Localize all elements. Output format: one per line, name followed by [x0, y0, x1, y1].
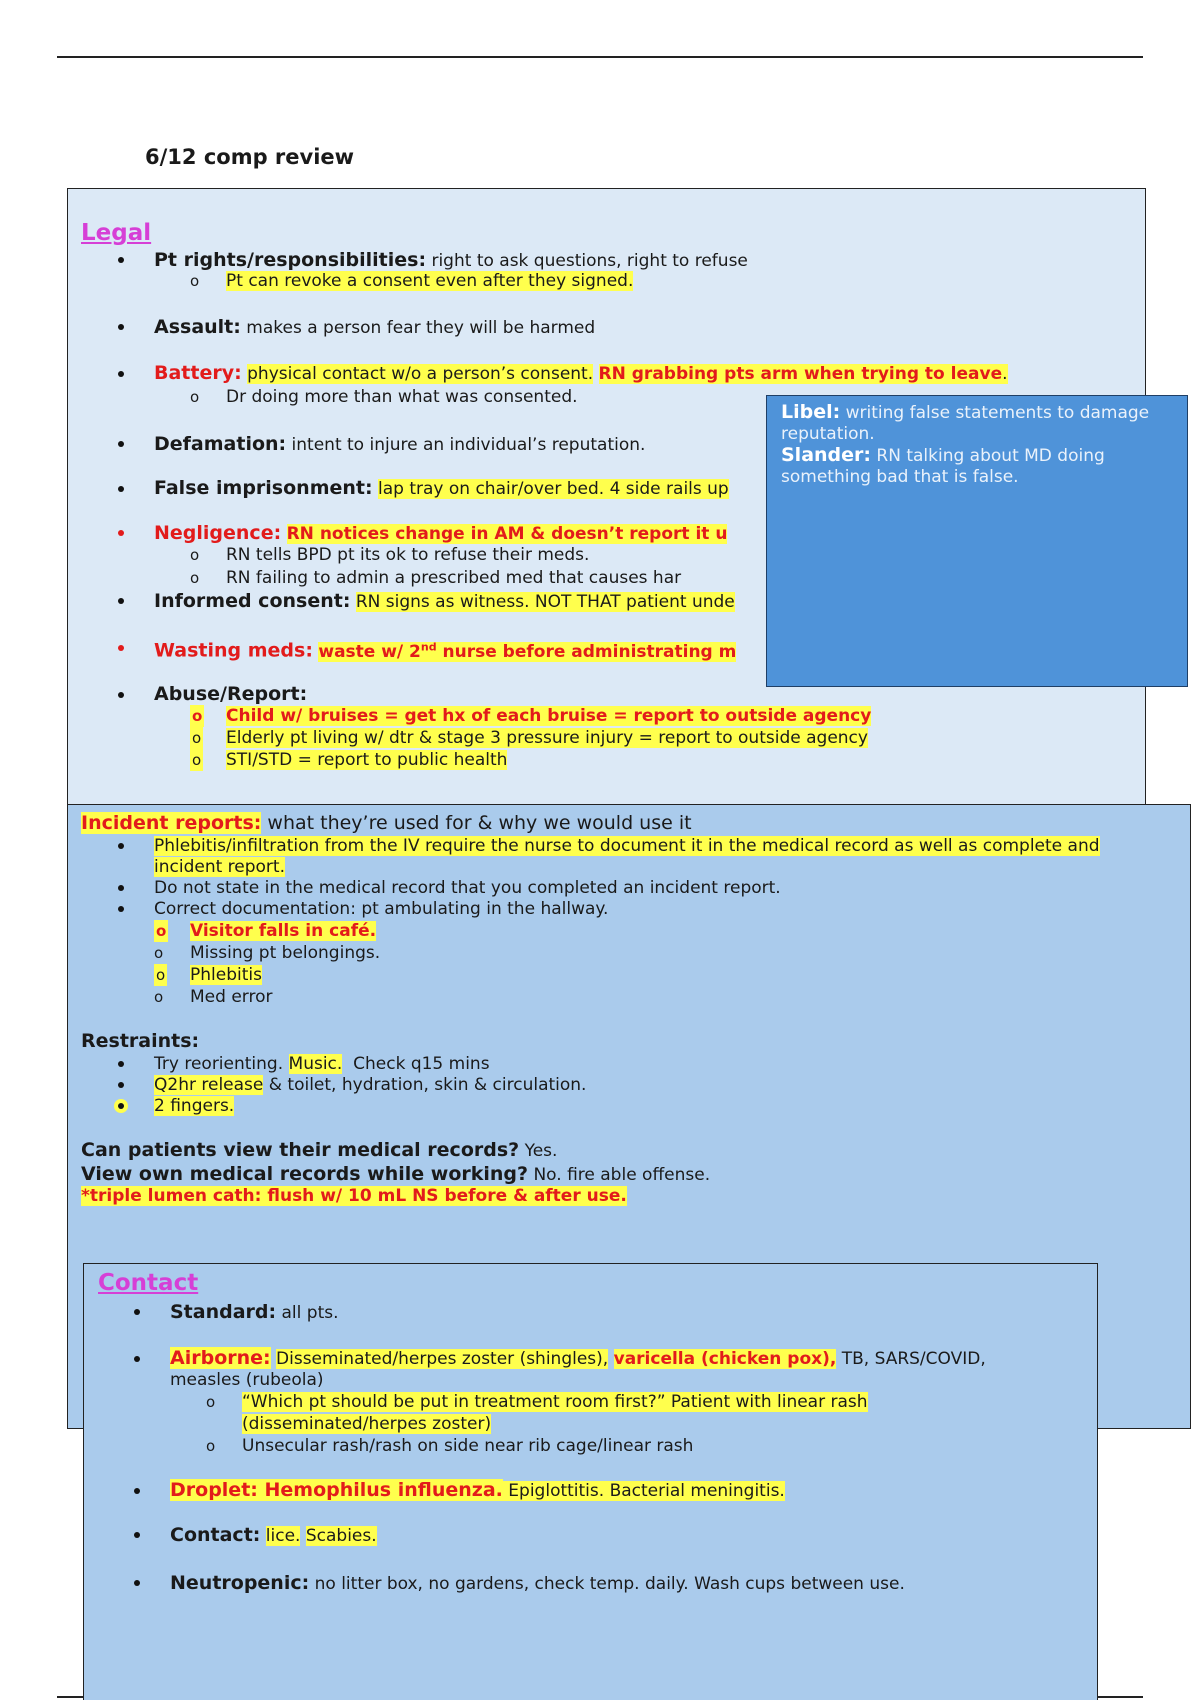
droplet-item	[170, 1479, 785, 1502]
abuse-sub-1-text: Child w/ bruises = get hx of each bruise = report to outside agency	[226, 706, 872, 726]
bullet-dot-icon	[134, 1309, 140, 1315]
incident-item-1	[154, 835, 1100, 857]
pt-rights-sub	[226, 270, 633, 292]
incident-item-1-cont	[154, 856, 285, 878]
restraints-label: Restraints:	[81, 1030, 200, 1052]
airborne-text-a: Disseminated/herpes zoster (shingles),	[276, 1349, 609, 1369]
airborne-sub-1-line-2: (disseminated/herpes zoster)	[242, 1414, 492, 1434]
contact-text-b: Scabies.	[305, 1526, 377, 1546]
defamation-item	[154, 433, 645, 456]
bullet-dot-icon	[134, 1580, 140, 1586]
sub-bullet-o-icon: o	[192, 707, 203, 725]
pt-rights-text: right to ask questions, right to refuse	[426, 251, 748, 271]
pt-rights-item	[154, 249, 748, 272]
bullet-dot-icon	[118, 885, 124, 891]
abuse-sub-2	[226, 727, 868, 749]
incident-text: what they’re used for & why we would use it	[261, 812, 692, 834]
page-title: 6/12 comp review	[145, 145, 355, 169]
contact-heading: Contact	[98, 1270, 199, 1296]
libel-slander-box	[766, 395, 1188, 687]
restraints-item-2	[154, 1074, 586, 1096]
wasting-meds-sup: nd	[420, 640, 437, 653]
records-question-1-answer: Yes.	[519, 1141, 558, 1161]
wasting-meds-label: Wasting meds:	[154, 639, 313, 662]
incident-sub-4: Med error	[190, 987, 273, 1007]
restraints-item-3	[154, 1095, 234, 1117]
records-question-2	[81, 1163, 710, 1186]
wasting-meds-item	[154, 636, 736, 663]
bullet-dot-icon	[118, 441, 124, 447]
wasting-meds-text	[318, 642, 736, 662]
negligence-sub-2: RN failing to admin a prescribed med that causes har	[226, 568, 682, 588]
contact-label: Contact:	[170, 1524, 261, 1546]
bullet-dot-icon	[118, 906, 124, 912]
airborne-label: Airborne:	[170, 1347, 271, 1369]
incident-sub-1-text: Visitor falls in café.	[190, 921, 377, 941]
bullet-dot-icon	[134, 1488, 140, 1494]
incident-sub-3	[190, 964, 262, 986]
records-question-2-label: View own medical records while working?	[81, 1163, 529, 1185]
records-question-1-label: Can patients view their medical records?	[81, 1139, 520, 1161]
pt-rights-sub-text: Pt can revoke a consent even after they signed.	[226, 271, 634, 291]
restraints-item-2-b: & toilet, hydration, skin & circulation.	[263, 1075, 587, 1095]
restraints-item-1-c: Check q15 mins	[342, 1054, 490, 1074]
wasting-meds-text-b: nurse before administrating m	[436, 641, 737, 662]
assault-text: makes a person fear they will be harmed	[240, 318, 596, 338]
incident-sub-2: Missing pt belongings.	[190, 943, 381, 963]
airborne-sub-1-line-1: “Which pt should be put in treatment room first?” Patient with linear rash	[242, 1392, 868, 1412]
sub-bullet-o-icon: o	[190, 569, 200, 587]
sub-bullet-o-icon: o	[190, 272, 200, 290]
neutropenic-text: no litter box, no gardens, check temp. daily. Wash cups between use.	[309, 1574, 905, 1594]
incident-item-3: Correct documentation: pt ambulating in the hallway.	[154, 899, 609, 919]
bullet-dot-icon	[118, 1103, 124, 1109]
bullet-dot-icon	[134, 1356, 140, 1362]
bullet-dot-icon	[118, 486, 124, 492]
bullet-dot-icon	[118, 257, 124, 263]
incident-sub-3-text: Phlebitis	[190, 965, 262, 985]
libel-text: writing false statements to damage reputation.	[781, 403, 1150, 444]
false-imprisonment-text: lap tray on chair/over bed. 4 side rails up	[378, 479, 729, 499]
negligence-text: RN notices change in AM & doesn’t report it u	[286, 524, 728, 544]
bullet-dot-icon	[118, 645, 124, 651]
slander-text: RN talking about MD doing something bad that is false.	[781, 446, 1105, 487]
legal-heading: Legal	[81, 220, 152, 246]
sub-bullet-o-icon: o	[156, 966, 166, 984]
false-imprisonment-label: False imprisonment:	[154, 477, 373, 499]
sub-bullet-o-icon: o	[190, 388, 200, 406]
assault-item	[154, 316, 595, 339]
sub-bullet-o-icon: o	[190, 546, 200, 564]
battery-sub: Dr doing more than what was consented.	[226, 387, 578, 407]
airborne-sub-1-cont	[242, 1413, 491, 1435]
sub-bullet-o-icon: o	[156, 922, 167, 940]
false-imprisonment-item	[154, 477, 729, 500]
records-question-1	[81, 1139, 557, 1162]
battery-label: Battery:	[154, 362, 242, 384]
abuse-sub-2-text: Elderly pt living w/ dtr & stage 3 pressure injury = report to outside agency	[226, 728, 868, 748]
bullet-dot-icon	[118, 843, 124, 849]
informed-consent-text: RN signs as witness. NOT THAT patient unde	[355, 592, 735, 612]
airborne-text-c: TB, SARS/COVID,	[836, 1349, 986, 1369]
defamation-text: intent to injure an individual’s reputation.	[286, 435, 646, 455]
incident-item-2: Do not state in the medical record that you completed an incident report.	[154, 878, 781, 898]
triple-lumen-note-text: *triple lumen cath: flush w/ 10 mL NS before & after use.	[81, 1186, 627, 1206]
incident-heading	[81, 812, 692, 834]
negligence-sub-1: RN tells BPD pt its ok to refuse their meds.	[226, 545, 590, 565]
sub-bullet-o-icon: o	[206, 1393, 216, 1411]
bullet-dot-icon	[118, 1082, 124, 1088]
airborne-line-2: measles (rubeola)	[170, 1370, 324, 1390]
restraints-item-3-text: 2 fingers.	[154, 1096, 235, 1116]
informed-consent-label: Informed consent:	[154, 590, 351, 612]
airborne-sub-1	[242, 1391, 868, 1413]
sub-bullet-o-icon: o	[154, 988, 164, 1006]
airborne-item	[170, 1347, 986, 1370]
standard-label: Standard:	[170, 1301, 277, 1323]
libel-entry	[781, 402, 1173, 445]
negligence-item	[154, 522, 727, 545]
droplet-label: Droplet: Hemophilus influenza.	[170, 1479, 503, 1501]
records-question-2-answer: No. fire able offense.	[528, 1165, 711, 1185]
abuse-report-label: Abuse/Report:	[154, 683, 308, 705]
contact-text-a: lice.	[265, 1526, 301, 1546]
abuse-sub-3-text: STI/STD = report to public health	[226, 750, 508, 770]
informed-consent-item	[154, 590, 735, 613]
slander-label: Slander:	[781, 444, 871, 466]
bullet-dot-icon	[118, 598, 124, 604]
neutropenic-item	[170, 1572, 905, 1595]
restraints-item-1	[154, 1053, 490, 1075]
standard-item	[170, 1301, 339, 1324]
incident-sub-1	[190, 920, 376, 942]
incident-item-1-line-2: incident report.	[154, 857, 285, 877]
abuse-sub-3	[226, 749, 507, 771]
bullet-dot-icon	[118, 692, 124, 698]
slander-entry	[781, 445, 1173, 488]
bullet-dot-icon	[118, 324, 124, 330]
wasting-meds-text-a: waste w/ 2	[318, 641, 421, 662]
incident-label: Incident reports:	[81, 812, 262, 834]
standard-text: all pts.	[276, 1303, 339, 1323]
sub-bullet-o-icon: o	[192, 751, 202, 769]
neutropenic-label: Neutropenic:	[170, 1572, 310, 1594]
libel-label: Libel:	[781, 401, 841, 423]
triple-lumen-note	[81, 1185, 627, 1207]
negligence-label: Negligence:	[154, 522, 282, 544]
battery-example: RN grabbing pts arm when trying to leave	[598, 364, 1003, 384]
contact-item	[170, 1524, 377, 1547]
restraints-item-1-a: Try reorienting.	[154, 1054, 284, 1074]
abuse-sub-1	[226, 705, 871, 727]
restraints-item-2-a: Q2hr release	[154, 1075, 264, 1095]
battery-item: Battery: physical contact w/o a person’s consent. RN grabbing pts arm when trying to leave.	[154, 362, 1008, 384]
battery-text: physical contact w/o a person’s consent.	[247, 364, 594, 384]
droplet-text: Epiglottitis. Bacterial meningitis.	[502, 1481, 785, 1501]
assault-label: Assault:	[154, 316, 241, 338]
sub-bullet-o-icon: o	[206, 1437, 216, 1455]
airborne-text-b: varicella (chicken pox),	[613, 1349, 837, 1369]
bullet-dot-icon	[118, 371, 124, 377]
bullet-dot-icon	[118, 1061, 124, 1067]
incident-item-1-line-1: Phlebitis/infiltration from the IV require the nurse to document it in the medical record as well as complete and	[154, 836, 1100, 856]
bullet-dot-icon	[118, 530, 124, 536]
top-rule	[57, 56, 1143, 58]
sub-bullet-o-icon: o	[154, 944, 164, 962]
pt-rights-label: Pt rights/responsibilities:	[154, 249, 427, 271]
sub-bullet-o-icon: o	[192, 729, 202, 747]
bullet-dot-icon	[134, 1532, 140, 1538]
defamation-label: Defamation:	[154, 433, 287, 455]
airborne-sub-2: Unsecular rash/rash on side near rib cage/linear rash	[242, 1436, 694, 1456]
restraints-item-1-b: Music.	[288, 1054, 343, 1074]
